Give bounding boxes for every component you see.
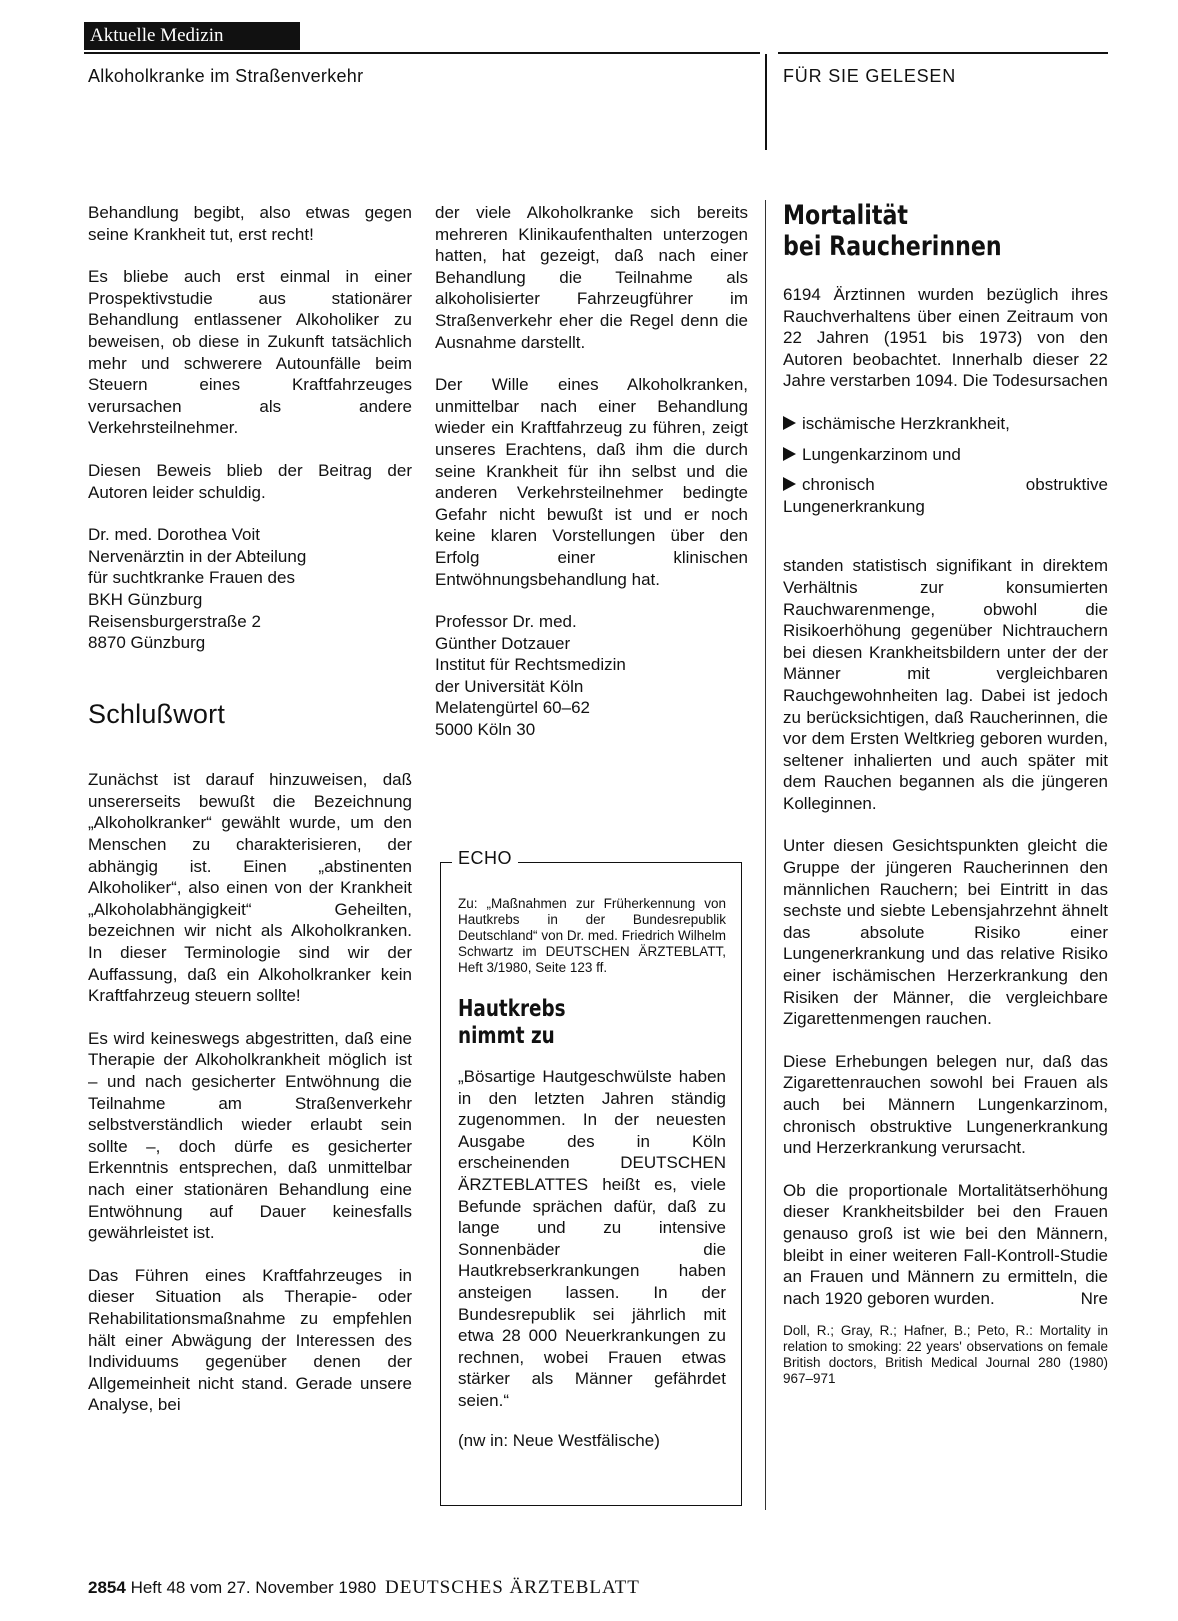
paragraph: 6194 Ärztinnen wurden bezüglich ihres Rauchverhaltens über einen Zeitraum von 22 Jahren (1951 bis 1973) von den Autoren beobachtet. Innerhalb dieser 22 Jahre verstarben 1094. Die Todesursachen	[783, 285, 1108, 391]
echo-label: ECHO	[452, 848, 518, 869]
bullet-list	[783, 413, 1108, 517]
author-initials: Nre	[1080, 1288, 1108, 1308]
triangle-bullet-icon	[783, 447, 796, 461]
paragraph: der viele Alkoholkranke sich bereits mehreren Klinikaufenthalten unterzogen hatten, hat gezeigt, daß nach einer Behandlung die Teilnahme als alkoholisierter Fahrzeugführer im Straßenverkehr eher die Regel denn die Ausnahme darstellt.	[435, 203, 748, 352]
author-signature: Professor Dr. med. Günther Dotzauer Institut für Rechtsmedizin der Universität Köln Melatengürtel 60–62 5000 Köln 30	[435, 612, 626, 740]
paragraph: Unter diesen Gesichtspunkten gleicht die Gruppe der jüngeren Raucherinnen den männlichen Rauchern; bei Eintritt in das sechste und siebte Lebensjahrzehnt ähnelt das absolute Risiko einer Lungenerkrankung und das relative Risiko einer ischämischen Herzerkrankung den Risiken der Männer, die vergleichbare Zigarettenmengen rauchen.	[783, 836, 1108, 1029]
article-heading: Mortalität bei Raucherinnen	[783, 200, 1002, 262]
paragraph: Es wird keineswegs abgestritten, daß eine Therapie der Alkoholkrankheit möglich ist – und nach gesicherter Entwöhnung die Teilnahme am Straßenverkehr selbstverständlich wieder erlaubt sein sollte –, doch dürfe es gesicherter Erkenntnis entsprechen, daß unmittelbar nach einer stationären Behandlung eine Entwöhnung auf Dauer keinesfalls gewährleistet ist.	[88, 1028, 412, 1243]
paragraph: Behandlung begibt, also etwas gegen seine Krankheit tut, erst recht!	[88, 203, 412, 244]
paragraph: Diese Erhebungen belegen nur, daß das Zigarettenrauchen sowohl bei Frauen als auch bei Männern Lungenkarzinom, chronisch obstruktive Lungenerkrankung und Herzerkrankung verursacht.	[783, 1051, 1108, 1158]
paragraph: Ob die proportionale Mortalitätserhöhung dieser Krankheitsbilder bei den Frauen genauso groß ist wie bei den Männern, bleibt in einer weiteren Fall-Kontroll-Studie an Frauen und Männern zu ermitteln, die nach 1920 geboren wurden. Nre	[783, 1180, 1108, 1308]
column-1	[88, 202, 412, 1437]
top-rule-left	[84, 52, 760, 54]
section-heading: Schlußwort	[88, 698, 226, 729]
triangle-bullet-icon	[783, 416, 796, 430]
paragraph: Diesen Beweis blieb der Beitrag der Autoren leider schuldig.	[88, 460, 412, 502]
echo-source: (nw in: Neue Westfälische)	[458, 1430, 660, 1450]
list-item: ischämische Herzkrankheit,	[783, 413, 1108, 435]
echo-quote: „Bösartige Hautgeschwülste haben in den letzten Jahren ständig zugenommen. In der neuesten Ausgabe des in Köln erscheinenden DEUTSCHEN ÄRZTEBLATTES heißt es, viele Befunde sprächen dafür, daß zu lange und zu intensive Sonnenbäder die Hautkrebserkrankungen haben ansteigen lassen. In der Bundesrepublik sei jährlich mit etwa 28 000 Neuerkrankungen zu rechnen, wobei Frauen etwas stärker als Männer gefährdet seien.“	[458, 1067, 726, 1410]
list-item: chronisch obstruktive Lungenerkrankung	[783, 475, 1108, 516]
paragraph: Das Führen eines Kraftfahrzeuges in dieser Situation als Therapie- oder Rehabilitationsmaßnahme zu empfehlen hält einer Abwägung der Interessen des Individuums gegenüber denen der Allgemeinheit nicht stand. Gerade unsere Analyse, bei	[88, 1265, 412, 1415]
paragraph: standen statistisch signifikant in direktem Verhältnis zur konsumierten Rauchwarenmenge, obwohl die Risikoerhöhung gegenüber Nichtrauchern bei diesen Krankheitsbildern unter der der Männer mit vergleichbaren Rauchgewohnheiten lag. Dabei ist jedoch zu berücksichtigen, daß Raucherinnen, die vor dem Ersten Weltkrieg geboren wurden, seltener inhalierten und auch später mit dem Rauchen begannen als die jüngeren Kolleginnen.	[783, 556, 1108, 813]
echo-heading: Hautkrebs nimmt zu	[458, 996, 566, 1049]
rubric-title: FÜR SIE GELESEN	[783, 66, 957, 86]
footer	[88, 1577, 640, 1599]
paragraph: Es bliebe auch erst einmal in einer Prospektivstudie aus stationärer Behandlung entlassener Alkoholiker zu beweisen, ob diese in Zukunft tatsächlich mehr und schwerere Autounfälle beim Steuern eines Kraftfahrzeuges verursachen als andere Verkehrsteilnehmer.	[88, 267, 412, 438]
header-divider	[765, 54, 767, 150]
reference: Doll, R.; Gray, R.; Hafner, B.; Peto, R.: Mortality in relation to smoking: 22 years' observations on female British doctors, British Medical Journal 280 (1980) 967–971	[783, 1323, 1108, 1387]
column-divider	[765, 200, 766, 1510]
page-number: 2854	[88, 1578, 126, 1597]
author-signature: Dr. med. Dorothea Voit Nervenärztin in der Abteilung für suchtkranke Frauen des BKH Günzburg Reisensburgerstraße 2 8870 Günzburg	[88, 525, 307, 653]
column-2	[435, 202, 748, 762]
top-rule-right	[778, 52, 1108, 54]
section-tag: Aktuelle Medizin	[84, 22, 300, 50]
echo-content	[458, 896, 726, 1451]
paragraph: Zunächst ist darauf hinzuweisen, daß unsererseits bewußt die Bezeichnung „Alkoholkranker“ gewählt wurde, um den Menschen zu charakterisieren, der abhängig ist. Einen „abstinenten Alkoholiker“, also einen von der Krankheit „Alkoholabhängigkeit“ Geheilten, bezeichnen wir nicht als Alkoholkranken. In dieser Terminologie sind wir der Auffassung, daß ein Alkoholkranker kein Kraftfahrzeug steuern sollte!	[88, 770, 412, 1006]
triangle-bullet-icon	[783, 477, 796, 491]
issue-info: Heft 48 vom 27. November 1980	[130, 1578, 377, 1597]
echo-intro: Zu: „Maßnahmen zur Früherkennung von Hautkrebs in der Bundesrepublik Deutschland“ von Dr. med. Friedrich Wilhelm Schwartz im DEUTSCHEN ÄRZTEBLATT, Heft 3/1980, Seite 123 ff.	[458, 896, 726, 975]
paragraph: Der Wille eines Alkoholkranken, unmittelbar nach einer Behandlung wieder ein Kraftfahrzeug zu führen, zeigt unseres Erachtens, daß ihm die durch seine Krankheit für ihn selbst und die anderen Verkehrsteilnehmer bedingte Gefahr nicht bewußt ist und er noch keine klaren Vorstellungen über den Erfolg einer klinischen Entwöhnungsbehandlung hat.	[435, 375, 748, 589]
journal-title: DEUTSCHES ÄRZTEBLATT	[384, 1577, 640, 1598]
column-3	[783, 200, 1108, 1408]
list-item: Lungenkarzinom und	[783, 444, 1108, 466]
article-running-title: Alkoholkranke im Straßenverkehr	[88, 66, 364, 86]
